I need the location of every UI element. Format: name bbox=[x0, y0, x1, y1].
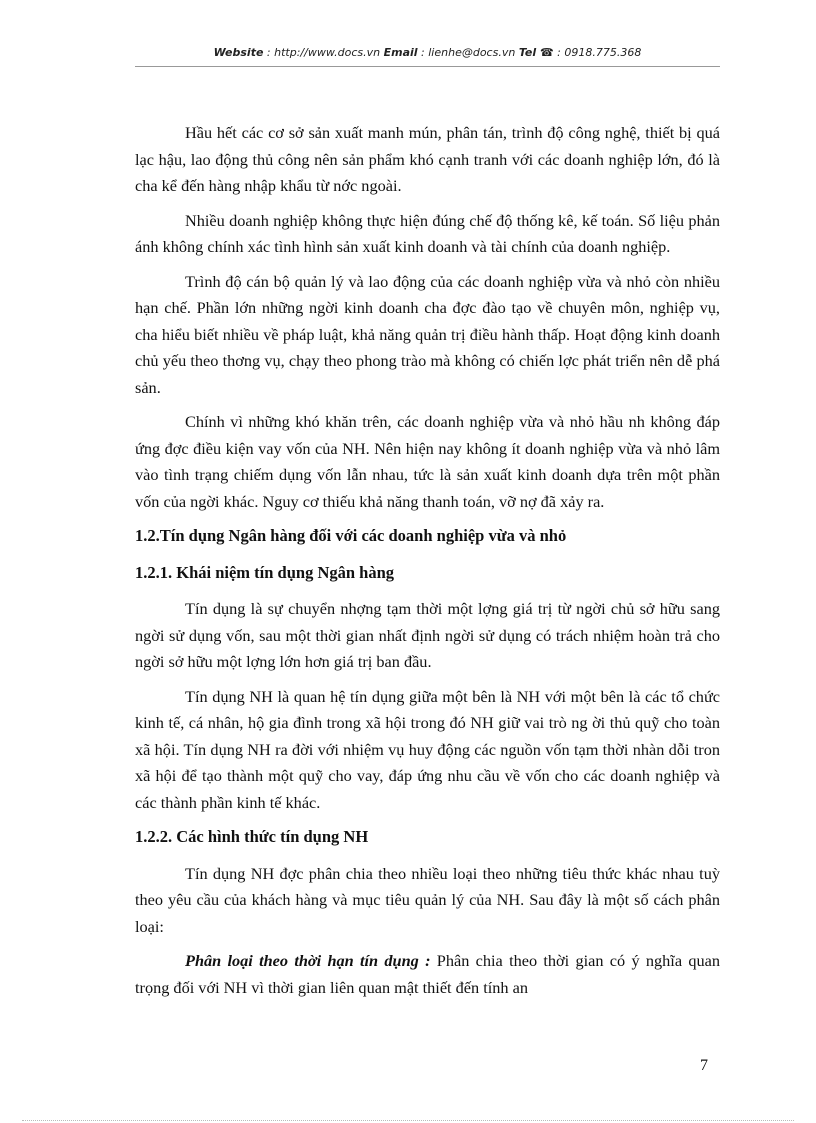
paragraph-8-text: Phân chia theo thời gian có ý nghĩa quan trọng đối với NH vì thời gian liên quan mật thiết đến tính an bbox=[135, 951, 721, 997]
website-label: Website bbox=[213, 46, 264, 59]
paragraph-6: Tín dụng NH là quan hệ tín dụng giữa một bên là NH với một bên là các tổ chức kinh tế, cá nhân, hộ gia đình trong xã hội trong đó NH giữ vai trò ng ời thủ quỹ cho toàn xã hội. Tín dụng NH ra đời với nhiệm vụ huy động các nguồn vốn tạm thời nhàn dỗi tron xã hội để tạo thành một quỹ cho vay, đáp ứng nhu cầu về vốn cho các doanh nghiệp và các thành phần kinh tế khác. bbox=[135, 686, 720, 812]
page-number: 7 bbox=[700, 1057, 708, 1074]
paragraph-5: Tín dụng là sự chuyển nhợng tạm thời một lợng giá trị từ ngời chủ sở hữu sang ngời sử dụng vốn, sau một thời gian nhất định ngời sử dụng có trách nhiệm hoàn trả cho ngời sở hữu một lợng lớn hơn giá trị ban đầu. bbox=[135, 599, 720, 671]
paragraph-2: Nhiều doanh nghiệp không thực hiện đúng chế độ thống kê, kế toán. Số liệu phản ánh không chính xác tình hình sản xuất kinh doanh và tài chính của doanh nghiệp. bbox=[135, 210, 720, 256]
paragraph-8 bbox=[135, 948, 720, 1001]
paragraph-4: Chính vì những khó khăn trên, các doanh nghiệp vừa và nhỏ hầu nh không đáp ứng đợc điều kiện vay vốn của NH. Nên hiện nay không ít doanh nghiệp vừa và nhỏ lâm vào tình trạng chiếm dụng vốn lẫn nhau, tức là sản xuất kinh doanh dựa trên một phần vốn của ngời khác. Nguy cơ thiếu khả năng thanh toán, vỡ nợ đã xảy ra. bbox=[135, 412, 720, 511]
paragraph-7: Tín dụng NH đợc phân chia theo nhiều loại theo những tiêu thức khác nhau tuỳ theo yêu cầu của khách hàng và mục tiêu quản lý của NH. Sau đây là một số cách phân loại: bbox=[135, 863, 720, 936]
section-heading-1-2-1: 1.2.1. Khái niệm tín dụng Ngân hàng bbox=[135, 562, 395, 582]
paragraph-3: Trình độ cán bộ quản lý và lao động của các doanh nghiệp vừa và nhỏ còn nhiều hạn chế. Phần lớn những ngời kinh doanh cha đợc đào tạo về chuyên môn, nghiệp vụ, cha hiểu biết nhiều về pháp luật, khả năng quản trị điều hành thấp. Hoạt động kinh doanh chủ yếu theo thơng vụ, chạy theo phong trào mà không có chiến lợc phát triển nên dễ phá sản. bbox=[135, 271, 720, 397]
tel-label: Tel ☎ bbox=[518, 46, 554, 59]
footer-divider bbox=[22, 1120, 794, 1121]
tel-value: : 0918.775.368 bbox=[553, 46, 642, 59]
email-value: : lienhe@docs.vn bbox=[417, 46, 519, 59]
document-body bbox=[135, 120, 720, 1009]
section-heading-1-2: 1.2.Tín dụng Ngân hàng đối với các doanh nghiệp vừa và nhỏ bbox=[135, 526, 567, 545]
paragraph-8-lead: Phân loại theo thời hạn tín dụng : bbox=[185, 951, 431, 970]
paragraph-1: Hầu hết các cơ sở sản xuất manh mún, phân tán, trình độ công nghệ, thiết bị quá lạc hậu, lao động thủ công nên sản phẩm khó cạnh tranh với các doanh nghiệp lớn, đó là cha kể đến hàng nhập khẩu từ nớc ngoài. bbox=[135, 123, 720, 195]
website-value: : http://www.docs.vn bbox=[263, 46, 384, 59]
email-label: Email bbox=[383, 46, 418, 59]
page-header bbox=[135, 46, 720, 67]
section-heading-1-2-2: 1.2.2. Các hình thức tín dụng NH bbox=[135, 827, 369, 846]
